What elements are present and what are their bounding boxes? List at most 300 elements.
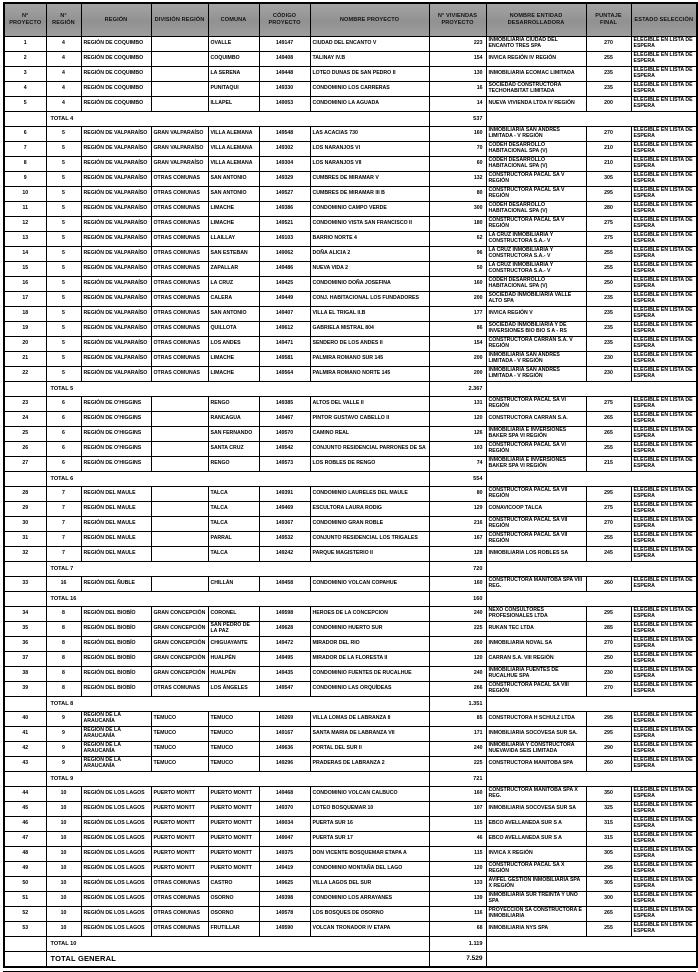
cell-viviendas: 50 bbox=[429, 262, 486, 277]
total-trailing-cell bbox=[486, 592, 697, 607]
cell-region: REGIÓN DEL BIOBÍO bbox=[81, 682, 151, 697]
cell-codigo: 149408 bbox=[259, 52, 310, 67]
cell-viviendas: 120 bbox=[429, 412, 486, 427]
cell-nombre: DOÑA ALICIA 2 bbox=[310, 247, 429, 262]
cell-division bbox=[151, 427, 208, 442]
cell-estado: ELEGIBLE EN LISTA DE ESPERA bbox=[631, 532, 697, 547]
table-row bbox=[4, 277, 697, 292]
cell-n_region: 4 bbox=[46, 52, 81, 67]
cell-entidad: CONSTRUCTORA PACAL SA VI REGIÓN bbox=[486, 397, 586, 412]
cell-nombre: CONDOMINIO VOLCAN CALBUCO bbox=[310, 787, 429, 802]
cell-entidad: CONSTRUCTORA H SCHULZ LTDA bbox=[486, 712, 586, 727]
total-label: TOTAL 16 bbox=[46, 592, 429, 607]
cell-puntaje: 255 bbox=[586, 262, 631, 277]
cell-division: PUERTO MONTT bbox=[151, 862, 208, 877]
cell-n_region: 4 bbox=[46, 37, 81, 52]
cell-region: REGIÓN DE LOS LAGOS bbox=[81, 922, 151, 937]
cell-viviendas: 120 bbox=[429, 862, 486, 877]
cell-codigo: 149469 bbox=[259, 502, 310, 517]
cell-division bbox=[151, 457, 208, 472]
cell-division bbox=[151, 442, 208, 457]
cell-nombre: ESCULTORA LAURA RODIG bbox=[310, 502, 429, 517]
table-body bbox=[4, 37, 697, 968]
cell-puntaje: 280 bbox=[586, 202, 631, 217]
cell-division: OTRAS COMUNAS bbox=[151, 202, 208, 217]
cell-codigo: 149269 bbox=[259, 712, 310, 727]
cell-comuna: TEMUCO bbox=[208, 712, 259, 727]
cell-n_proyecto: 32 bbox=[4, 547, 46, 562]
cell-viviendas: 160 bbox=[429, 277, 486, 292]
cell-entidad: CONSTRUCTORA CARRAN S.A. V REGIÓN bbox=[486, 337, 586, 352]
cell-region: REGIÓN DE VALPARAÍSO bbox=[81, 172, 151, 187]
table-row bbox=[4, 52, 697, 67]
cell-region: REGIÓN DE LOS LAGOS bbox=[81, 877, 151, 892]
cell-comuna: LA CRUZ bbox=[208, 277, 259, 292]
cell-n_region: 9 bbox=[46, 742, 81, 757]
cell-estado: ELEGIBLE EN LISTA DE ESPERA bbox=[631, 82, 697, 97]
table-row bbox=[4, 367, 697, 382]
table-row bbox=[4, 502, 697, 517]
cell-division bbox=[151, 502, 208, 517]
cell-division bbox=[151, 517, 208, 532]
cell-region: REGIÓN DE VALPARAÍSO bbox=[81, 217, 151, 232]
cell-n_proyecto: 27 bbox=[4, 457, 46, 472]
cell-puntaje: 255 bbox=[586, 532, 631, 547]
table-row bbox=[4, 817, 697, 832]
cell-n_region: 5 bbox=[46, 232, 81, 247]
total-empty-cell bbox=[4, 472, 46, 487]
cell-nombre: DON VICENTE BOSQUEMAR ETAPA A bbox=[310, 847, 429, 862]
cell-region: REGIÓN DE COQUIMBO bbox=[81, 52, 151, 67]
cell-n_region: 6 bbox=[46, 457, 81, 472]
cell-region: REGIÓN DEL BIOBÍO bbox=[81, 637, 151, 652]
cell-puntaje: 235 bbox=[586, 67, 631, 82]
cell-entidad: CODEH DESARROLLO HABITACIONAL SPA (V) bbox=[486, 142, 586, 157]
cell-n_proyecto: 31 bbox=[4, 532, 46, 547]
table-row bbox=[4, 547, 697, 562]
cell-comuna: PUERTO MONTT bbox=[208, 847, 259, 862]
cell-n_region: 5 bbox=[46, 142, 81, 157]
cell-n_proyecto: 1 bbox=[4, 37, 46, 52]
cell-comuna: LIMACHE bbox=[208, 367, 259, 382]
table-row bbox=[4, 82, 697, 97]
cell-entidad: CONSTRUCTORA PACAL SA V REGIÓN bbox=[486, 217, 586, 232]
cell-viviendas: 70 bbox=[429, 142, 486, 157]
cell-codigo: 149625 bbox=[259, 877, 310, 892]
cell-division: PUERTO MONTT bbox=[151, 847, 208, 862]
cell-comuna: RENGO bbox=[208, 397, 259, 412]
cell-region: REGIÓN DE O'HIGGINS bbox=[81, 457, 151, 472]
cell-region: REGIÓN DE VALPARAÍSO bbox=[81, 367, 151, 382]
cell-region: REGIÓN DE LA ARAUCANÍA bbox=[81, 712, 151, 727]
table-row bbox=[4, 37, 697, 52]
cell-division: OTRAS COMUNAS bbox=[151, 682, 208, 697]
table-row bbox=[4, 487, 697, 502]
cell-division: OTRAS COMUNAS bbox=[151, 307, 208, 322]
cell-n_region: 5 bbox=[46, 217, 81, 232]
cell-nombre: PORTAL DEL SUR II bbox=[310, 742, 429, 757]
total-row bbox=[4, 472, 697, 487]
cell-entidad: CONSTRUCTORA MANITOBA SPA X REG. bbox=[486, 787, 586, 802]
cell-region: REGIÓN DE COQUIMBO bbox=[81, 82, 151, 97]
cell-comuna: TALCA bbox=[208, 547, 259, 562]
cell-n_region: 9 bbox=[46, 712, 81, 727]
cell-comuna: TEMUCO bbox=[208, 742, 259, 757]
cell-comuna: PUERTO MONTT bbox=[208, 862, 259, 877]
cell-puntaje: 230 bbox=[586, 667, 631, 682]
header-cell-n_proyecto: N° PROYECTO bbox=[4, 3, 46, 37]
cell-codigo: 149486 bbox=[259, 262, 310, 277]
cell-puntaje: 295 bbox=[586, 727, 631, 742]
cell-division bbox=[151, 97, 208, 112]
cell-entidad: CONSTRUCTORA PACAL SA V REGIÓN bbox=[486, 187, 586, 202]
cell-puntaje: 260 bbox=[586, 757, 631, 772]
header-cell-estado: ESTADO SELECCIÓN bbox=[631, 3, 697, 37]
cell-region: REGIÓN DE LOS LAGOS bbox=[81, 862, 151, 877]
cell-n_proyecto: 21 bbox=[4, 352, 46, 367]
cell-estado: ELEGIBLE EN LISTA DE ESPERA bbox=[631, 577, 697, 592]
cell-comuna: PUERTO MONTT bbox=[208, 832, 259, 847]
cell-nombre: PRADERAS DE LABRANZA 2 bbox=[310, 757, 429, 772]
cell-region: REGIÓN DE VALPARAÍSO bbox=[81, 142, 151, 157]
cell-viviendas: 80 bbox=[429, 187, 486, 202]
table-row bbox=[4, 607, 697, 622]
grand-total-row bbox=[4, 952, 697, 968]
table-row bbox=[4, 517, 697, 532]
cell-nombre: ALTOS DEL VALLE II bbox=[310, 397, 429, 412]
cell-division: OTRAS COMUNAS bbox=[151, 367, 208, 382]
total-empty-cell bbox=[4, 697, 46, 712]
table-row bbox=[4, 157, 697, 172]
cell-puntaje: 295 bbox=[586, 487, 631, 502]
cell-viviendas: 46 bbox=[429, 832, 486, 847]
cell-n_proyecto: 39 bbox=[4, 682, 46, 697]
cell-n_region: 4 bbox=[46, 67, 81, 82]
cell-n_proyecto: 15 bbox=[4, 262, 46, 277]
cell-region: REGIÓN DEL MAULE bbox=[81, 532, 151, 547]
total-label: TOTAL 6 bbox=[46, 472, 429, 487]
cell-n_region: 16 bbox=[46, 577, 81, 592]
cell-n_region: 10 bbox=[46, 787, 81, 802]
cell-n_proyecto: 5 bbox=[4, 97, 46, 112]
cell-viviendas: 200 bbox=[429, 292, 486, 307]
cell-codigo: 149034 bbox=[259, 817, 310, 832]
cell-puntaje: 200 bbox=[586, 97, 631, 112]
cell-viviendas: 167 bbox=[429, 532, 486, 547]
cell-nombre: CONDOMINIO HUERTO SUR bbox=[310, 622, 429, 637]
cell-region: REGIÓN DE VALPARAÍSO bbox=[81, 322, 151, 337]
cell-comuna: PUERTO MONTT bbox=[208, 802, 259, 817]
cell-entidad: INMOBILIARIA NOVAL SA bbox=[486, 637, 586, 652]
cell-estado: ELEGIBLE EN LISTA DE ESPERA bbox=[631, 127, 697, 142]
cell-n_proyecto: 23 bbox=[4, 397, 46, 412]
cell-n_proyecto: 35 bbox=[4, 622, 46, 637]
cell-viviendas: 131 bbox=[429, 397, 486, 412]
cell-nombre: GABRIELA MISTRAL 804 bbox=[310, 322, 429, 337]
cell-n_region: 10 bbox=[46, 802, 81, 817]
cell-viviendas: 139 bbox=[429, 892, 486, 907]
cell-codigo: 149435 bbox=[259, 667, 310, 682]
cell-nombre: HEROES DE LA CONCEPCION bbox=[310, 607, 429, 622]
cell-division: OTRAS COMUNAS bbox=[151, 322, 208, 337]
cell-nombre: LOS BOSQUES DE OSORNO bbox=[310, 907, 429, 922]
table-row bbox=[4, 727, 697, 742]
cell-region: REGIÓN DE O'HIGGINS bbox=[81, 442, 151, 457]
cell-n_region: 8 bbox=[46, 622, 81, 637]
cell-viviendas: 103 bbox=[429, 442, 486, 457]
cell-entidad: AVIFEL GESTIÓN INMOBILIARIA SPA X REGIÓN bbox=[486, 877, 586, 892]
cell-n_proyecto: 50 bbox=[4, 877, 46, 892]
total-trailing-cell bbox=[486, 772, 697, 787]
cell-puntaje: 275 bbox=[586, 232, 631, 247]
cell-puntaje: 270 bbox=[586, 517, 631, 532]
cell-comuna: QUILLOTA bbox=[208, 322, 259, 337]
cell-n_region: 5 bbox=[46, 292, 81, 307]
cell-viviendas: 154 bbox=[429, 52, 486, 67]
cell-region: REGIÓN DE O'HIGGINS bbox=[81, 397, 151, 412]
cell-nombre: LOS NARANJOS VII bbox=[310, 157, 429, 172]
cell-nombre: CONDOMINIO MONTAÑA DEL LAGO bbox=[310, 862, 429, 877]
cell-n_proyecto: 29 bbox=[4, 502, 46, 517]
cell-estado: ELEGIBLE EN LISTA DE ESPERA bbox=[631, 667, 697, 682]
cell-nombre: MIRADOR DE LA FLORESTA II bbox=[310, 652, 429, 667]
cell-nombre: CONDOMINIO LOS CARRERAS bbox=[310, 82, 429, 97]
table-row bbox=[4, 172, 697, 187]
cell-n_proyecto: 36 bbox=[4, 637, 46, 652]
table-row bbox=[4, 142, 697, 157]
cell-viviendas: 132 bbox=[429, 172, 486, 187]
cell-n_proyecto: 8 bbox=[4, 157, 46, 172]
cell-n_region: 7 bbox=[46, 487, 81, 502]
cell-comuna: RENGO bbox=[208, 457, 259, 472]
cell-entidad: CARRAN S.A. VIII REGIÓN bbox=[486, 652, 586, 667]
cell-entidad: INVICA X REGIÓN bbox=[486, 847, 586, 862]
cell-n_proyecto: 48 bbox=[4, 847, 46, 862]
cell-nombre: LOTEO BOSQUEMAR 10 bbox=[310, 802, 429, 817]
cell-division bbox=[151, 52, 208, 67]
header-row bbox=[4, 3, 697, 37]
cell-comuna: ZAPALLAR bbox=[208, 262, 259, 277]
cell-nombre: CUMBRES DE MIRAMAR V bbox=[310, 172, 429, 187]
cell-entidad: INVICA REGIÓN V bbox=[486, 307, 586, 322]
cell-region: REGIÓN DE LA ARAUCANÍA bbox=[81, 757, 151, 772]
cell-puntaje: 230 bbox=[586, 367, 631, 382]
cell-viviendas: 216 bbox=[429, 517, 486, 532]
cell-codigo: 149467 bbox=[259, 412, 310, 427]
cell-puntaje: 315 bbox=[586, 832, 631, 847]
cell-codigo: 149521 bbox=[259, 217, 310, 232]
cell-division: OTRAS COMUNAS bbox=[151, 187, 208, 202]
cell-puntaje: 290 bbox=[586, 742, 631, 757]
table-row bbox=[4, 667, 697, 682]
cell-puntaje: 270 bbox=[586, 37, 631, 52]
cell-n_proyecto: 20 bbox=[4, 337, 46, 352]
cell-codigo: 149386 bbox=[259, 202, 310, 217]
cell-division: OTRAS COMUNAS bbox=[151, 172, 208, 187]
cell-n_region: 10 bbox=[46, 832, 81, 847]
cell-comuna: SAN PEDRO DE LA PAZ bbox=[208, 622, 259, 637]
cell-puntaje: 275 bbox=[586, 217, 631, 232]
total-row bbox=[4, 697, 697, 712]
cell-n_region: 5 bbox=[46, 202, 81, 217]
cell-division: OTRAS COMUNAS bbox=[151, 292, 208, 307]
cell-nombre: CONDOMINIO FUENTES DE RUCALHUE bbox=[310, 667, 429, 682]
cell-entidad: CONAVICOOP TALCA bbox=[486, 502, 586, 517]
cell-viviendas: 180 bbox=[429, 217, 486, 232]
cell-n_proyecto: 51 bbox=[4, 892, 46, 907]
table-row bbox=[4, 802, 697, 817]
cell-nombre: MIRADOR DEL RIO bbox=[310, 637, 429, 652]
cell-estado: ELEGIBLE EN LISTA DE ESPERA bbox=[631, 607, 697, 622]
cell-codigo: 149542 bbox=[259, 442, 310, 457]
cell-viviendas: 126 bbox=[429, 427, 486, 442]
cell-puntaje: 350 bbox=[586, 787, 631, 802]
cell-codigo: 149391 bbox=[259, 487, 310, 502]
cell-viviendas: 85 bbox=[429, 712, 486, 727]
table-row bbox=[4, 202, 697, 217]
cell-n_proyecto: 6 bbox=[4, 127, 46, 142]
cell-codigo: 149581 bbox=[259, 352, 310, 367]
cell-n_region: 5 bbox=[46, 262, 81, 277]
header-cell-nombre: NOMBRE PROYECTO bbox=[310, 3, 429, 37]
total-viviendas-value: 721 bbox=[429, 772, 486, 787]
cell-n_proyecto: 17 bbox=[4, 292, 46, 307]
cell-n_proyecto: 46 bbox=[4, 817, 46, 832]
cell-region: REGIÓN DE VALPARAÍSO bbox=[81, 232, 151, 247]
cell-division: GRAN CONCEPCIÓN bbox=[151, 667, 208, 682]
cell-nombre: LOS NARANJOS VI bbox=[310, 142, 429, 157]
cell-division bbox=[151, 487, 208, 502]
cell-puntaje: 325 bbox=[586, 802, 631, 817]
cell-nombre: CONDOMINIO VISTA SAN FRANCISCO II bbox=[310, 217, 429, 232]
cell-region: REGIÓN DE VALPARAÍSO bbox=[81, 187, 151, 202]
cell-codigo: 149053 bbox=[259, 97, 310, 112]
cell-puntaje: 275 bbox=[586, 397, 631, 412]
cell-n_region: 10 bbox=[46, 847, 81, 862]
cell-codigo: 149296 bbox=[259, 757, 310, 772]
cell-viviendas: 160 bbox=[429, 127, 486, 142]
cell-nombre: CONDOMINIO LAURELES DEL MAULE bbox=[310, 487, 429, 502]
cell-viviendas: 128 bbox=[429, 547, 486, 562]
cell-puntaje: 305 bbox=[586, 847, 631, 862]
cell-estado: ELEGIBLE EN LISTA DE ESPERA bbox=[631, 142, 697, 157]
cell-estado: ELEGIBLE EN LISTA DE ESPERA bbox=[631, 922, 697, 937]
cell-n_region: 4 bbox=[46, 82, 81, 97]
table-row bbox=[4, 742, 697, 757]
cell-division bbox=[151, 82, 208, 97]
cell-viviendas: 154 bbox=[429, 337, 486, 352]
cell-n_proyecto: 25 bbox=[4, 427, 46, 442]
table-row bbox=[4, 712, 697, 727]
cell-region: REGIÓN DEL MAULE bbox=[81, 502, 151, 517]
cell-n_region: 5 bbox=[46, 172, 81, 187]
table-row bbox=[4, 97, 697, 112]
total-row bbox=[4, 382, 697, 397]
cell-n_region: 4 bbox=[46, 97, 81, 112]
cell-entidad: NEXO CONSULTORES PROFESIONALES LTDA bbox=[486, 607, 586, 622]
total-trailing-cell bbox=[486, 937, 697, 952]
header-cell-viviendas: N° VIVIENDAS PROYECTO bbox=[429, 3, 486, 37]
cell-region: REGIÓN DE LA ARAUCANÍA bbox=[81, 727, 151, 742]
cell-n_region: 8 bbox=[46, 667, 81, 682]
cell-nombre: CONJUNTO RESIDENCIAL LOS TRIGALES bbox=[310, 532, 429, 547]
cell-division: OTRAS COMUNAS bbox=[151, 877, 208, 892]
cell-division bbox=[151, 37, 208, 52]
cell-comuna: LIMACHE bbox=[208, 352, 259, 367]
cell-viviendas: 177 bbox=[429, 307, 486, 322]
table-row bbox=[4, 862, 697, 877]
cell-n_region: 8 bbox=[46, 682, 81, 697]
cell-viviendas: 14 bbox=[429, 97, 486, 112]
cell-viviendas: 16 bbox=[429, 82, 486, 97]
cell-division: GRAN CONCEPCIÓN bbox=[151, 607, 208, 622]
cell-puntaje: 235 bbox=[586, 82, 631, 97]
cell-codigo: 149471 bbox=[259, 337, 310, 352]
cell-nombre: VILLA LOMAS DE LABRANZA II bbox=[310, 712, 429, 727]
cell-region: REGIÓN DE VALPARAÍSO bbox=[81, 127, 151, 142]
total-row bbox=[4, 592, 697, 607]
cell-division: OTRAS COMUNAS bbox=[151, 892, 208, 907]
cell-viviendas: 130 bbox=[429, 67, 486, 82]
total-viviendas-value: 720 bbox=[429, 562, 486, 577]
cell-viviendas: 115 bbox=[429, 847, 486, 862]
cell-puntaje: 265 bbox=[586, 427, 631, 442]
cell-estado: ELEGIBLE EN LISTA DE ESPERA bbox=[631, 502, 697, 517]
cell-region: REGIÓN DE VALPARAÍSO bbox=[81, 202, 151, 217]
cell-division: GRAN VALPARAÍSO bbox=[151, 157, 208, 172]
cell-viviendas: 60 bbox=[429, 157, 486, 172]
cell-puntaje: 250 bbox=[586, 652, 631, 667]
table-row bbox=[4, 127, 697, 142]
cell-estado: ELEGIBLE EN LISTA DE ESPERA bbox=[631, 67, 697, 82]
cell-entidad: SOCIEDAD INMOBILIARIA Y DE INVERSIONES BIO BIO S A - RS bbox=[486, 322, 586, 337]
cell-nombre: CIUDAD DEL ENCANTO V bbox=[310, 37, 429, 52]
cell-n_region: 10 bbox=[46, 892, 81, 907]
cell-entidad: INMOBILIARIA ECOMAC LIMITADA bbox=[486, 67, 586, 82]
cell-codigo: 149385 bbox=[259, 397, 310, 412]
cell-n_region: 6 bbox=[46, 427, 81, 442]
cell-comuna: TEMUCO bbox=[208, 757, 259, 772]
cell-comuna: SANTA CRUZ bbox=[208, 442, 259, 457]
cell-estado: ELEGIBLE EN LISTA DE ESPERA bbox=[631, 682, 697, 697]
cell-region: REGIÓN DE LA ARAUCANÍA bbox=[81, 742, 151, 757]
cell-codigo: 149302 bbox=[259, 142, 310, 157]
cell-n_proyecto: 14 bbox=[4, 247, 46, 262]
table-row bbox=[4, 457, 697, 472]
cell-n_region: 8 bbox=[46, 637, 81, 652]
cell-estado: ELEGIBLE EN LISTA DE ESPERA bbox=[631, 817, 697, 832]
cell-estado: ELEGIBLE EN LISTA DE ESPERA bbox=[631, 622, 697, 637]
cell-viviendas: 120 bbox=[429, 652, 486, 667]
cell-region: REGIÓN DE LOS LAGOS bbox=[81, 907, 151, 922]
cell-estado: ELEGIBLE EN LISTA DE ESPERA bbox=[631, 427, 697, 442]
cell-puntaje: 255 bbox=[586, 52, 631, 67]
cell-codigo: 149398 bbox=[259, 892, 310, 907]
cell-nombre: CONDOMINIO CAMPO VERDE bbox=[310, 202, 429, 217]
cell-region: REGIÓN DE LOS LAGOS bbox=[81, 802, 151, 817]
cell-region: REGIÓN DEL BIOBÍO bbox=[81, 652, 151, 667]
cell-viviendas: 74 bbox=[429, 457, 486, 472]
cell-comuna: OSORNO bbox=[208, 892, 259, 907]
cell-n_region: 9 bbox=[46, 757, 81, 772]
total-viviendas-value: 7.529 bbox=[429, 952, 486, 968]
total-trailing-cell bbox=[486, 562, 697, 577]
cell-nombre: VOLCAN TRONADOR IV ETAPA bbox=[310, 922, 429, 937]
cell-comuna: SAN FERNANDO bbox=[208, 427, 259, 442]
cell-n_region: 5 bbox=[46, 127, 81, 142]
cell-codigo: 149590 bbox=[259, 922, 310, 937]
cell-n_region: 5 bbox=[46, 277, 81, 292]
